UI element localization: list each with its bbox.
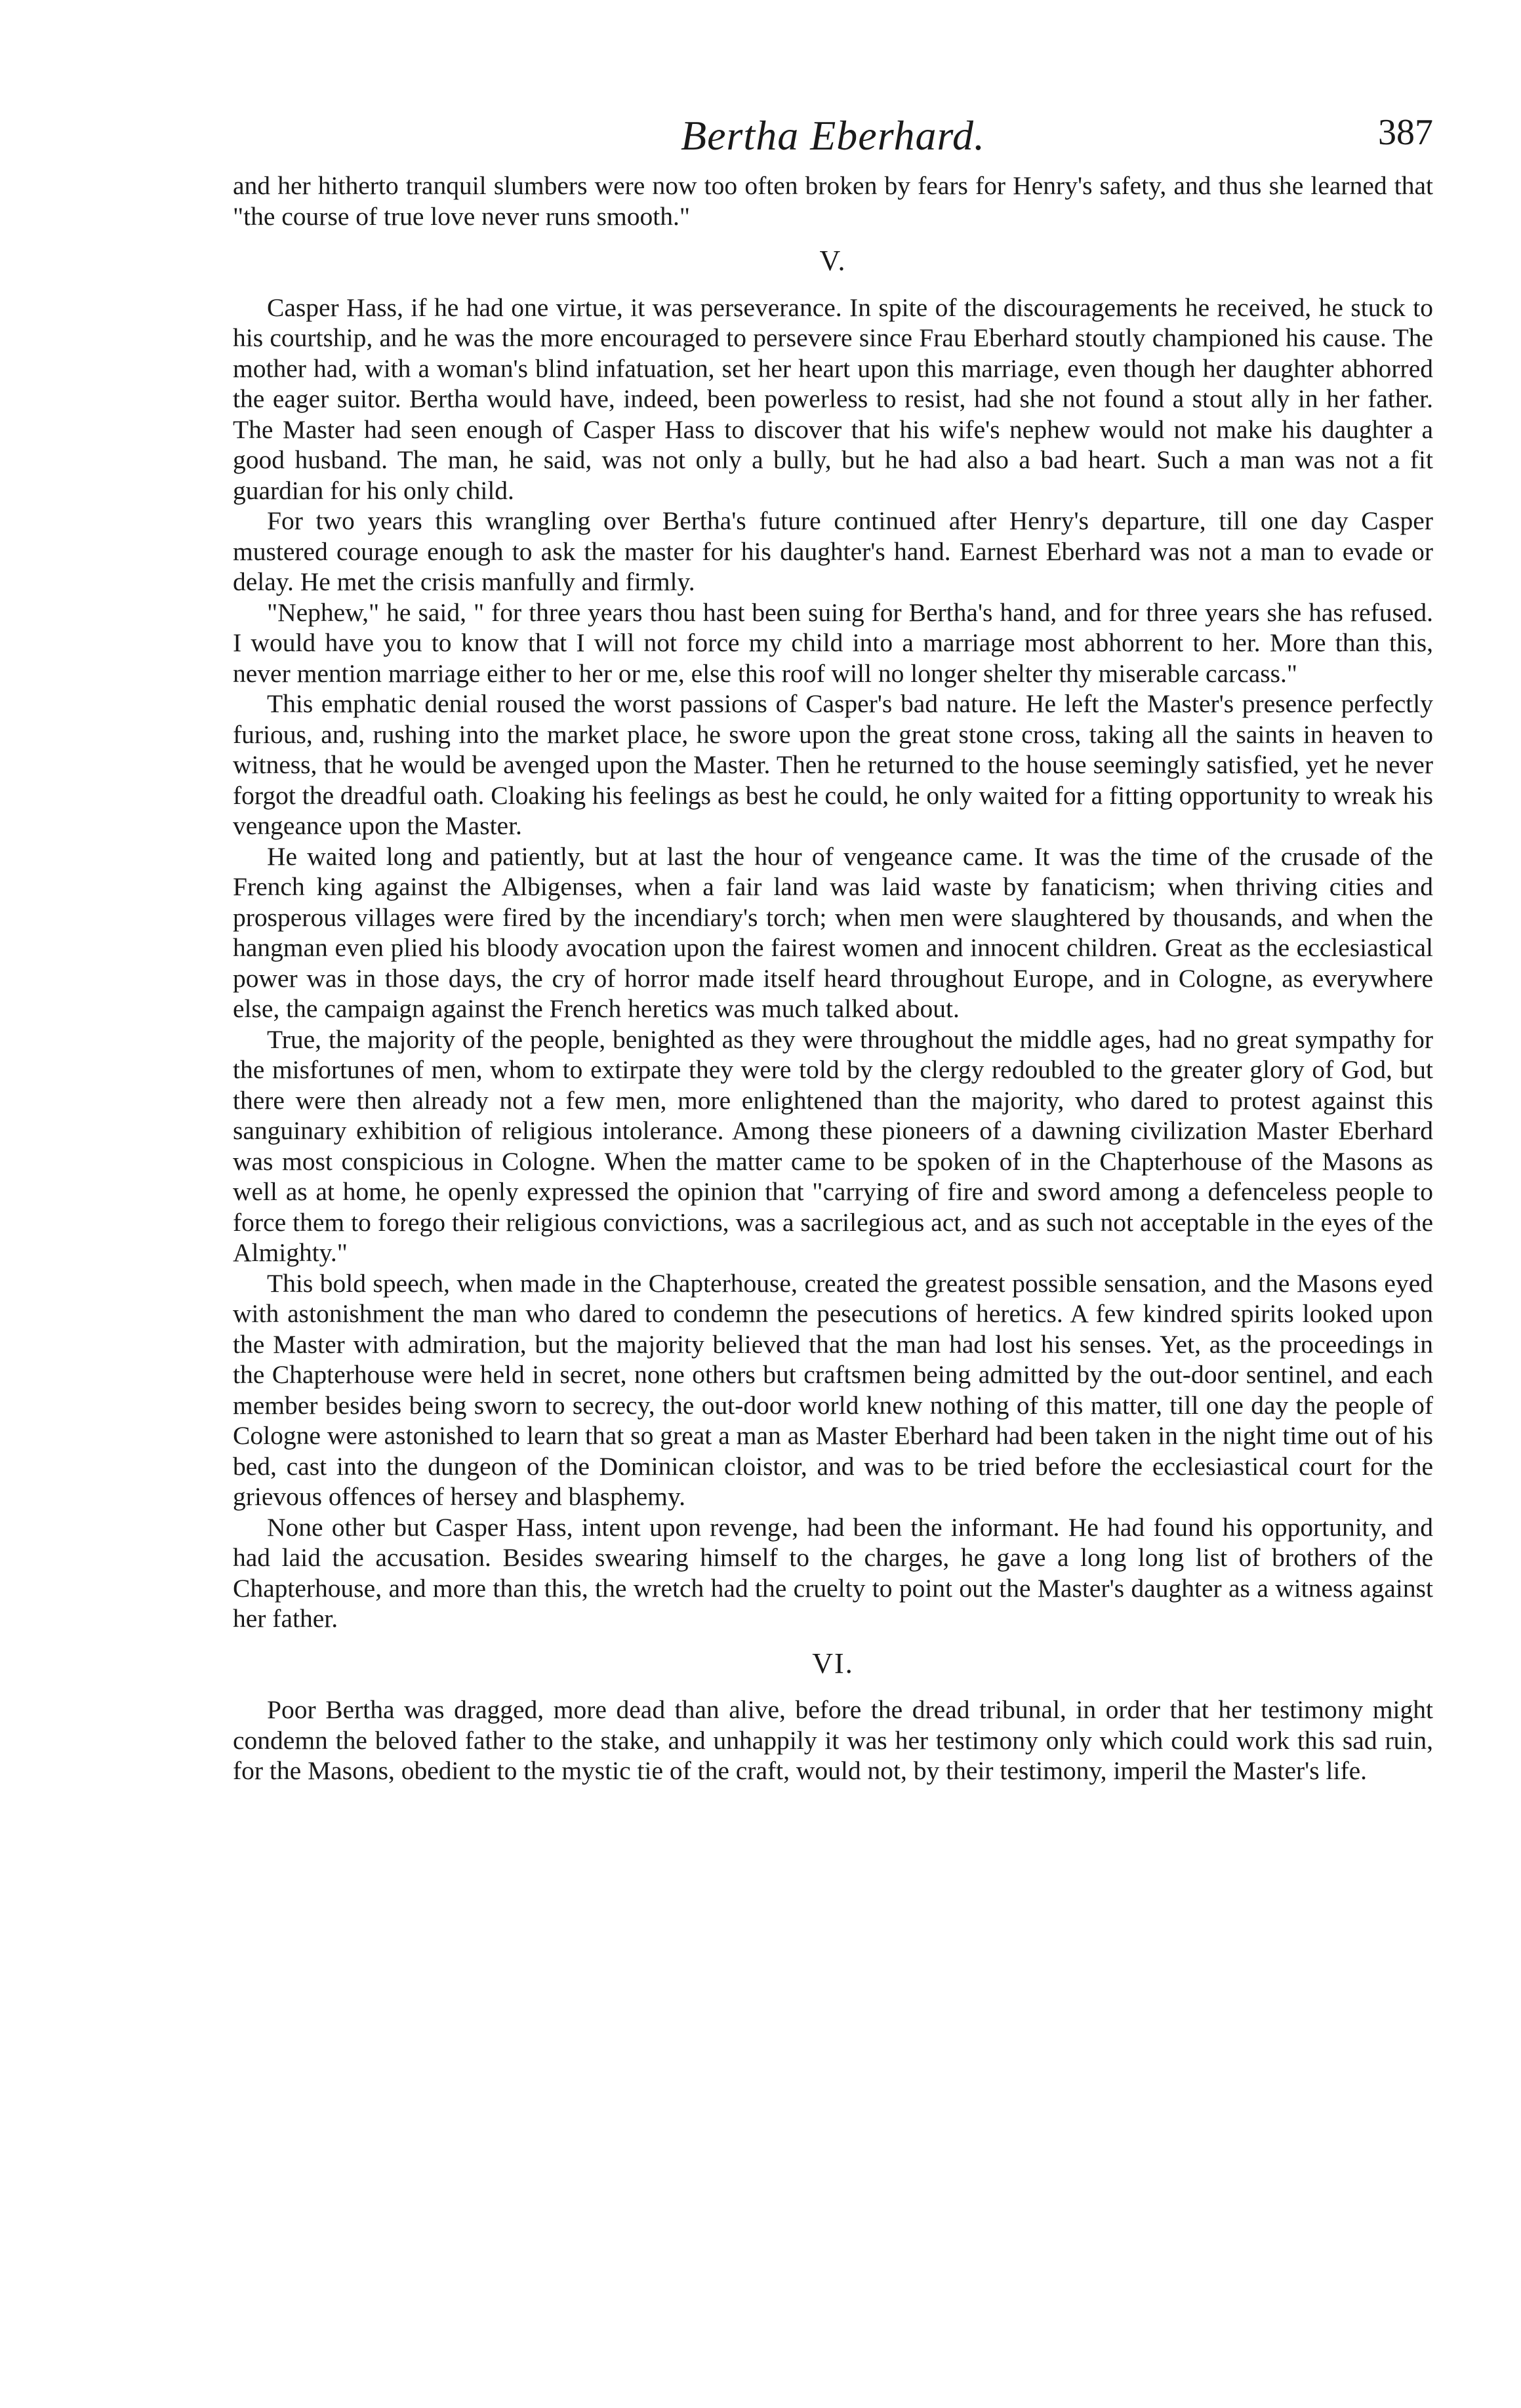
paragraph: Poor Bertha was dragged, more dead than alive, before the dread tribunal, in order that her testimony might condemn the beloved father to the stake, and unhappily it was her testimony only which could work this sad ruin, for the Masons, obedient to the mystic tie of the craft, would not, by their testimony, imperil the Master's life. [233,1695,1433,1785]
book-page [233,98,1433,1786]
paragraph: True, the majority of the people, benighted as they were throughout the middle ages, had no great sympathy for the misfortunes of men, whom to extirpate they were told by the clergy redoubled to the greater glory of God, but there were then already not a few men, more enlightened than the majority, who dared to protest against this sanguinary exhibition of religious intolerance. Among these pioneers of a dawning civilization Master Eberhard was most conspicious in Cologne. When the matter came to be spoken of in the Chapterhouse of the Masons as well as at home, he openly expressed the opinion that "carrying of fire and sword among a defenceless people to force them to forego their religious convictions, was a sacrilegious act, and as such not acceptable in the eyes of the Almighty." [233,1024,1433,1267]
paragraph: "Nephew," he said, " for three years thou hast been suing for Bertha's hand, and for three years she has refused. I would have you to know that I will not force my child into a marriage most abhorrent to her. More than this, never mention marriage either to her or me, else this roof will no longer shelter thy miserable carcass." [233,597,1433,688]
body-text [233,171,1433,1786]
paragraph: He waited long and patiently, but at last the hour of vengeance came. It was the time of the crusade of the French king against the Albigenses, when a fair land was laid waste by fanaticism; when thriving cities and prosperous villages were fired by the incendiary's torch; when men were slaughtered by thousands, and when the hangman even plied his bloody avocation upon the fairest women and innocent children. Great as the ecclesiastical power was in those days, the cry of horror made itself heard throughout Europe, and in Cologne, as everywhere else, the campaign against the French heretics was much talked about. [233,841,1433,1023]
opening-paragraph: and her hitherto tranquil slumbers were now too often broken by fears for Henry's safety, and thus she learned that "the course of true love never runs smooth." [233,171,1433,231]
running-head [233,98,1433,171]
section-heading-vi: VI. [812,1647,854,1679]
running-title: Bertha Eberhard. [681,112,985,159]
page-number: 387 [1378,112,1433,153]
paragraph: Casper Hass, if he had one virtue, it was perseverance. In spite of the discouragements he received, he stuck to his courtship, and he was the more encouraged to persevere since Frau Eberhard stoutly championed his cause. The mother had, with a woman's blind infatuation, set her heart upon this marriage, even though her daughter abhorred the eager suitor. Bertha would have, indeed, been powerless to resist, had she not found a stout ally in her father. The Master had seen enough of Casper Hass to discover that his wife's nephew would not make his daughter a good husband. The man, he said, was not only a bully, but he had also a bad heart. Such a man was not a fit guardian for his only child. [233,292,1433,505]
section-heading-v: V. [819,245,847,277]
paragraph: This bold speech, when made in the Chapterhouse, created the greatest possible sensation, and the Masons eyed with astonishment the man who dared to condemn the pesecutions of heretics. A few kindred spirits looked upon the Master with admiration, but the majority believed that the man had lost his senses. Yet, as the proceedings in the Chapterhouse were held in secret, none others but craftsmen being admitted by the out-door sentinel, and each member besides being sworn to secrecy, the out-door world knew nothing of this matter, till one day the people of Cologne were astonished to learn that so great a man as Master Eberhard had been taken in the night time out of his bed, cast into the dungeon of the Dominican cloistor, and was to be tried before the ecclesiastical court for the grievous offences of hersey and blasphemy. [233,1268,1433,1511]
paragraph: This emphatic denial roused the worst passions of Casper's bad nature. He left the Master's presence perfectly furious, and, rushing into the market place, he swore upon the great stone cross, taking all the saints in heaven to witness, that he would be avenged upon the Master. Then he returned to the house seemingly satisfied, yet he never forgot the dreadful oath. Cloaking his feelings as best he could, he only waited for a fitting opportunity to wreak his vengeance upon the Master. [233,689,1433,840]
paragraph: None other but Casper Hass, intent upon revenge, had been the informant. He had found his opportunity, and had laid the accusation. Besides swearing himself to the charges, he gave a long long list of brothers of the Chapterhouse, and more than this, the wretch had the cruelty to point out the Master's daughter as a witness against her father. [233,1512,1433,1633]
paragraph: For two years this wrangling over Bertha's future continued after Henry's departure, till one day Casper mustered courage enough to ask the master for his daughter's hand. Earnest Eberhard was not a man to evade or delay. He met the crisis manfully and firmly. [233,506,1433,596]
